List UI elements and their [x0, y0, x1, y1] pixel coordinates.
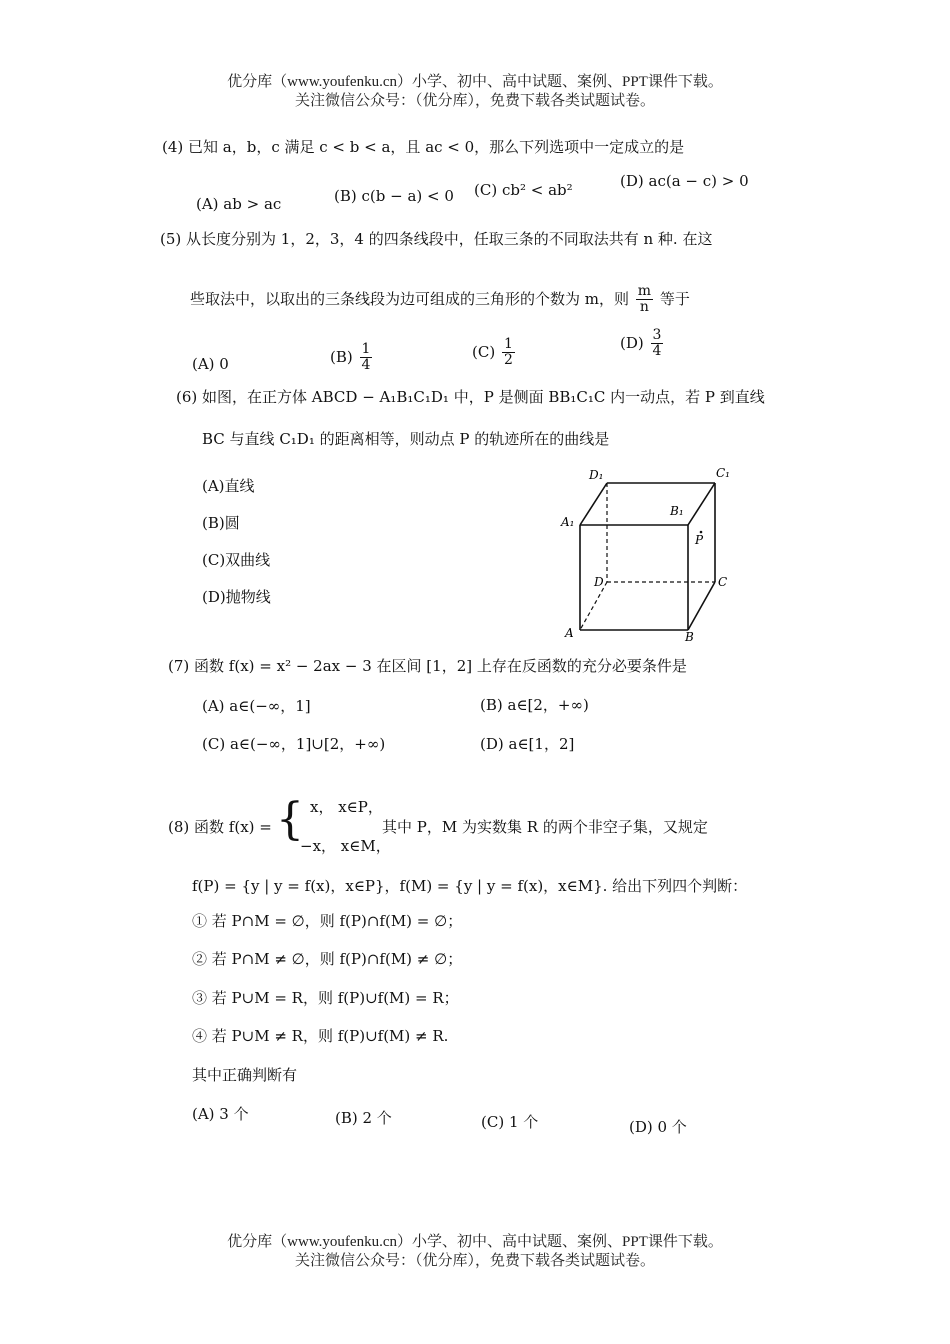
q5-option-b-frac: [360, 342, 373, 374]
q5-option-c-num: 1: [503, 336, 513, 352]
q6-option-c: (C)双曲线: [202, 551, 271, 569]
header-line-2: 关注微信公众号：（优分库），免费下载各类试题试卷。: [294, 93, 655, 109]
footer-line-2: 关注微信公众号：（优分库），免费下载各类试题试卷。: [294, 1253, 655, 1269]
q5-option-b-label: (B): [330, 347, 353, 366]
q5-option-b-num: 1: [361, 341, 371, 357]
q5-option-b: [330, 342, 374, 374]
q8-option-b: (B) 2 个: [335, 1109, 392, 1127]
q6-line-1: (6) 如图，在正方体 ABCD − A₁B₁C₁D₁ 中，P 是侧面 BB₁C₁C 内一动点，若 P 到直线: [176, 388, 765, 406]
q5-option-c-label: (C): [472, 342, 496, 361]
q4-option-d: (D) ac(a − c) > 0: [620, 172, 749, 190]
label-b1: B₁: [670, 504, 684, 518]
q8-judgment-2: ② 若 P∩M ≠ ∅，则 f(P)∩f(M) ≠ ∅；: [192, 950, 463, 968]
q4-option-a: (A) ab > ac: [196, 195, 282, 213]
q5-option-c: [472, 337, 517, 369]
edge-cb: [688, 582, 715, 630]
q8-prefix: (8) 函数 f(x) =: [168, 818, 272, 836]
q5-option-a: (A) 0: [192, 355, 229, 373]
q8-conclusion: 其中正确判断有: [192, 1066, 298, 1084]
q5-option-d-frac: [651, 328, 664, 360]
q7-option-a: (A) a∈(−∞，1]: [202, 697, 311, 715]
q8-option-c: (C) 1 个: [481, 1113, 539, 1131]
q5-line-2a: 些取法中，以取出的三条线段为边可组成的三角形的个数为 m，则: [190, 289, 629, 308]
q8-brace: {: [276, 794, 304, 845]
q8-case-2: −x， x∈M，: [300, 837, 391, 855]
q5-option-d: [620, 328, 665, 360]
q5-option-b-den: 4: [361, 357, 371, 374]
q7-option-d: (D) a∈[1，2]: [480, 735, 575, 753]
q5-frac-den: n: [639, 299, 649, 316]
q8-judgment-1: ① 若 P∩M = ∅，则 f(P)∩f(M) = ∅；: [192, 912, 463, 930]
q8-judgment-4: ④ 若 P∪M ≠ R，则 f(P)∪f(M) ≠ R.: [192, 1027, 449, 1045]
label-d: D: [594, 575, 604, 589]
q5-line-2b: 等于: [659, 289, 690, 308]
q5-option-c-frac: [502, 337, 515, 369]
q4-option-b: (B) c(b − a) < 0: [334, 187, 454, 205]
footer-line-1: 优分库（www.youfenku.cn）小学、初中、高中试题、案例、PPT课件下载。: [227, 1234, 723, 1250]
label-a1: A₁: [561, 515, 575, 529]
q8-judgment-3: ③ 若 P∪M = R，则 f(P)∪f(M) = R；: [192, 989, 459, 1007]
q7-option-c: (C) a∈(−∞，1]∪[2，+∞): [202, 735, 386, 753]
q5-option-d-den: 4: [652, 343, 662, 360]
label-a: A: [565, 626, 574, 640]
edge-da-hidden: [580, 582, 607, 630]
q5-option-d-num: 3: [652, 327, 662, 343]
q8-case-1: x， x∈P，: [310, 798, 383, 816]
label-b: B: [685, 630, 694, 644]
q6-line-2: BC 与直线 C₁D₁ 的距离相等，则动点 P 的轨迹所在的曲线是: [202, 430, 610, 448]
label-p: P: [695, 533, 704, 547]
q6-option-d: (D)抛物线: [202, 588, 271, 606]
q8-definition: f(P) = {y | y = f(x)，x∈P}，f(M) = {y | y = f(x)，x∈M}. 给出下列四个判断：: [192, 877, 748, 895]
q5-option-d-label: (D): [620, 333, 644, 352]
q6-option-b: (B)圆: [202, 514, 240, 532]
q5-frac-num: m: [637, 283, 652, 299]
q5-option-c-den: 2: [503, 352, 513, 369]
header-line-1: 优分库（www.youfenku.cn）小学、初中、高中试题、案例、PPT课件下载。: [227, 74, 723, 90]
q5-line-2: [190, 284, 690, 316]
q7-stem: (7) 函数 f(x) = x² − 2ax − 3 在区间 [1，2] 上存在反函数的充分必要条件是: [168, 657, 687, 675]
label-d1: D₁: [589, 468, 604, 482]
q5-line-1: (5) 从长度分别为 1，2，3，4 的四条线段中，任取三条的不同取法共有 n 种. 在这: [160, 230, 713, 248]
q4-option-c: (C) cb² < ab²: [474, 181, 573, 199]
q4-stem: (4) 已知 a，b，c 满足 c < b < a，且 ac < 0，那么下列选项中一定成立的是: [162, 138, 685, 156]
label-c1: C₁: [716, 466, 730, 480]
q8-suffix: 其中 P，M 为实数集 R 的两个非空子集，又规定: [382, 818, 708, 836]
q6-option-a: (A)直线: [202, 477, 255, 495]
edge-d1a1: [580, 483, 607, 525]
label-c: C: [718, 575, 728, 589]
q8-option-a: (A) 3 个: [192, 1105, 249, 1123]
q5-fraction: [636, 284, 653, 316]
cube-figure: [555, 460, 745, 645]
edge-c1b1: [688, 483, 715, 525]
q7-option-b: (B) a∈[2，+∞): [480, 696, 589, 714]
q8-option-d: (D) 0 个: [629, 1118, 687, 1136]
